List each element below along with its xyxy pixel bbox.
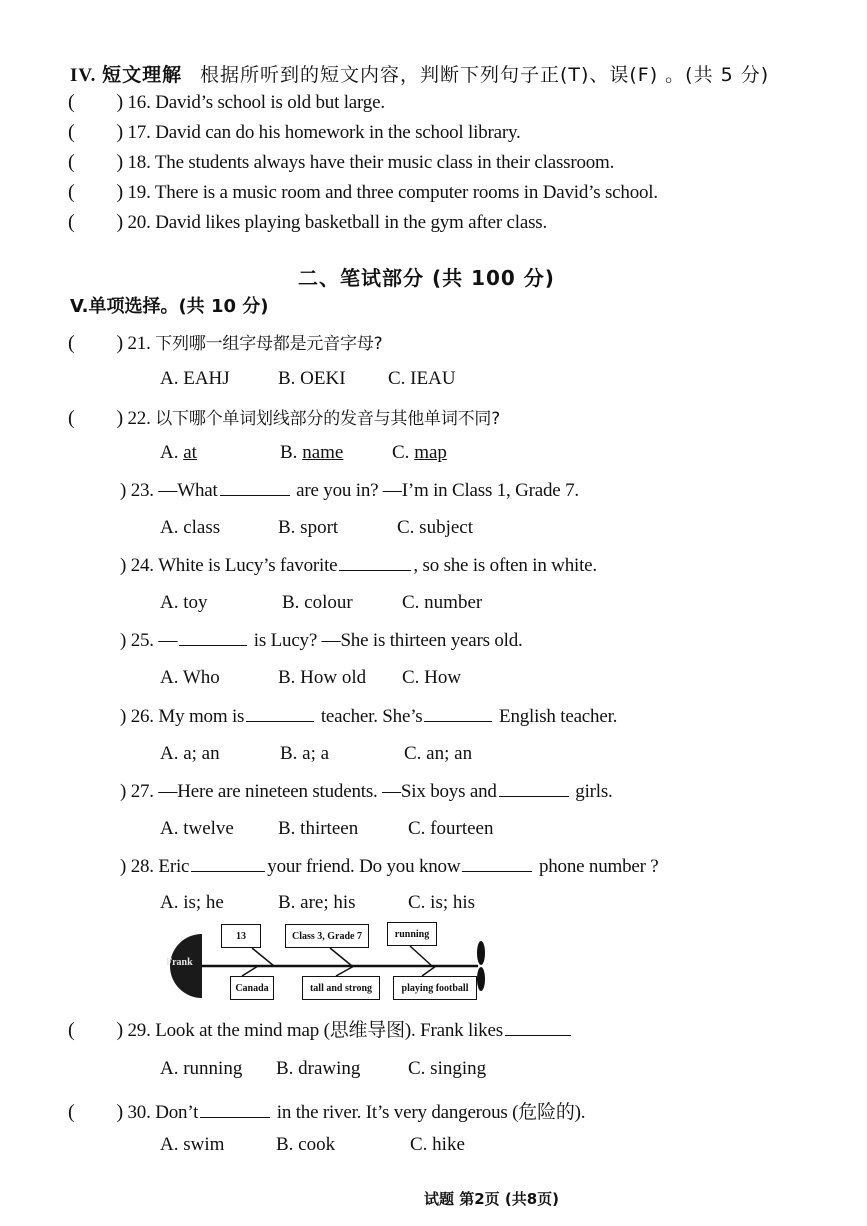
answer-paren[interactable]: ( bbox=[68, 121, 75, 143]
answer-blank[interactable] bbox=[191, 855, 265, 872]
option-c[interactable]: C. singing bbox=[408, 1058, 487, 1079]
section-v-title: V.单项选择。(共 10 分) bbox=[70, 296, 269, 317]
option-b[interactable]: B. thirteen bbox=[278, 818, 359, 839]
mindmap-box-hobby: playing football bbox=[393, 976, 477, 1000]
question-25: ) 25. — is Lucy? —She is thirteen years old. bbox=[120, 630, 523, 651]
option-c[interactable]: C. an; an bbox=[404, 743, 473, 764]
option-a[interactable]: A. toy bbox=[160, 592, 208, 613]
option-b[interactable]: B. name bbox=[280, 442, 344, 463]
answer-paren[interactable]: ( bbox=[68, 91, 75, 113]
option-c[interactable]: C. number bbox=[402, 592, 483, 613]
list-item: ( ) 16. David’s school is old but large. bbox=[68, 91, 385, 113]
option-b[interactable]: B. How old bbox=[278, 667, 367, 688]
answer-blank[interactable] bbox=[462, 855, 532, 872]
option-b[interactable]: B. sport bbox=[278, 517, 339, 538]
mindmap-box-age: 13 bbox=[221, 924, 261, 948]
list-item: ( ) 17. David can do his homework in the school library. bbox=[68, 121, 521, 143]
option-b[interactable]: B. are; his bbox=[278, 892, 356, 913]
option-a[interactable]: A. running bbox=[160, 1058, 243, 1079]
option-b[interactable]: B. OEKI bbox=[278, 368, 346, 389]
question-27: ) 27. —Here are nineteen students. —Six boys and girls. bbox=[120, 781, 613, 802]
option-a[interactable]: A. Who bbox=[160, 667, 220, 688]
question-28: ) 28. Eric your friend. Do you know phone number ? bbox=[120, 856, 659, 877]
page-footer: 试题 第2页 (共8页) bbox=[424, 1190, 560, 1208]
option-a[interactable]: A. class bbox=[160, 517, 221, 538]
answer-blank[interactable] bbox=[424, 705, 492, 722]
mindmap-box-country: Canada bbox=[230, 976, 274, 1000]
list-item: ( ) 19. There is a music room and three computer rooms in David’s school. bbox=[68, 181, 658, 203]
tail-shape bbox=[477, 941, 485, 965]
question-29: ( ) 29. Look at the mind map (思维导图). Frank likes bbox=[68, 1015, 573, 1042]
mindmap-box-class: Class 3, Grade 7 bbox=[285, 924, 369, 948]
answer-paren[interactable]: ( bbox=[68, 332, 75, 354]
question-26: ) 26. My mom is teacher. She’s English teacher. bbox=[120, 706, 618, 727]
option-c[interactable]: C. is; his bbox=[408, 892, 476, 913]
mindmap-box-appearance: tall and strong bbox=[302, 976, 380, 1000]
option-a[interactable]: A. a; an bbox=[160, 743, 220, 764]
answer-paren[interactable]: ( bbox=[68, 181, 75, 203]
question-21: ( ) 21. 下列哪一组字母都是元音字母? bbox=[68, 332, 383, 354]
option-a[interactable]: A. EAHJ bbox=[160, 368, 230, 389]
answer-paren[interactable]: ( bbox=[68, 211, 75, 233]
question-24: ) 24. White is Lucy’s favorite , so she is often in white. bbox=[120, 555, 597, 576]
option-b[interactable]: B. cook bbox=[276, 1134, 336, 1155]
question-30: ( ) 30. Don’t in the river. It’s very dangerous (危险的). bbox=[68, 1101, 586, 1123]
option-b[interactable]: B. a; a bbox=[280, 743, 330, 764]
answer-blank[interactable] bbox=[339, 554, 411, 571]
option-c[interactable]: C. How bbox=[402, 667, 462, 688]
answer-blank[interactable] bbox=[179, 629, 247, 646]
answer-blank[interactable] bbox=[200, 1101, 270, 1118]
section-iv-title: 短文理解 bbox=[102, 64, 183, 86]
mindmap-box-running: running bbox=[387, 922, 437, 946]
list-item: ( ) 18. The students always have their music class in their classroom. bbox=[68, 151, 615, 173]
option-c[interactable]: C. fourteen bbox=[408, 818, 494, 839]
question-22: ( ) 22. 以下哪个单词划线部分的发音与其他单词不同? bbox=[68, 407, 501, 429]
option-c[interactable]: C. IEAU bbox=[388, 368, 456, 389]
answer-paren[interactable]: ( bbox=[68, 1019, 75, 1041]
question-23: ) 23. —What are you in? —I’m in Class 1, Grade 7. bbox=[120, 480, 579, 501]
part2-heading: 二、笔试部分 (共 100 分) bbox=[298, 266, 555, 290]
option-b[interactable]: B. drawing bbox=[276, 1058, 361, 1079]
answer-blank[interactable] bbox=[505, 1019, 571, 1036]
answer-blank[interactable] bbox=[246, 705, 314, 722]
option-c[interactable]: C. hike bbox=[410, 1134, 465, 1155]
section-iv-label: IV. bbox=[70, 65, 97, 86]
option-a[interactable]: A. swim bbox=[160, 1134, 225, 1155]
answer-paren[interactable]: ( bbox=[68, 151, 75, 173]
list-item: ( ) 20. David likes playing basketball in the gym after class. bbox=[68, 211, 548, 233]
option-b[interactable]: B. colour bbox=[282, 592, 353, 613]
answer-paren[interactable]: ( bbox=[68, 1101, 75, 1123]
option-a[interactable]: A. at bbox=[160, 442, 197, 463]
option-a[interactable]: A. is; he bbox=[160, 892, 224, 913]
option-a[interactable]: A. twelve bbox=[160, 818, 234, 839]
option-c[interactable]: C. map bbox=[392, 442, 447, 463]
section-iv-header bbox=[70, 60, 769, 87]
answer-blank[interactable] bbox=[499, 780, 569, 797]
section-iv-instruction: 根据所听到的短文内容，判断下列句子正(T)、误(F) 。(共 5 分) bbox=[199, 64, 770, 86]
fish-head-label: Frank bbox=[166, 957, 193, 968]
answer-paren[interactable]: ( bbox=[68, 407, 75, 429]
option-c[interactable]: C. subject bbox=[397, 517, 473, 538]
answer-blank[interactable] bbox=[220, 479, 290, 496]
